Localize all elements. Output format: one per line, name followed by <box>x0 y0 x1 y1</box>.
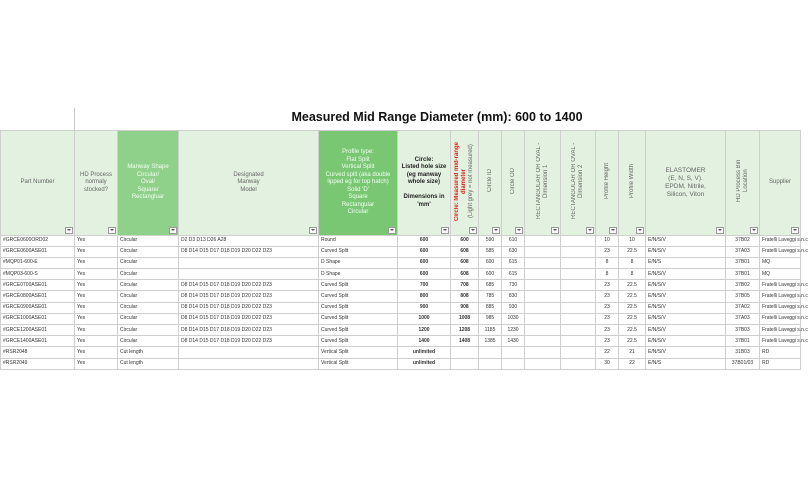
cell-profile-type[interactable]: Round <box>319 235 398 246</box>
header-line: EPDM, Nitrile, <box>665 182 706 190</box>
cell-rect-dim2[interactable] <box>561 291 596 302</box>
cell-supplier[interactable]: RD <box>760 347 801 358</box>
cell-bin-location[interactable]: 37B05 <box>726 291 760 302</box>
header-line: Circle: Measured mid-range diameter <box>454 141 467 221</box>
cell-profile-height[interactable]: 23 <box>596 336 619 347</box>
cell-supplier[interactable]: Fratelli Laveggi s.n.c <box>760 313 801 324</box>
cell-supplier[interactable]: RD <box>760 358 801 369</box>
filter-dropdown-icon[interactable] <box>169 227 177 234</box>
cell-elastomer[interactable]: E/N/S/V <box>646 246 726 257</box>
header-line: Silicon, Viton <box>666 190 705 198</box>
filter-dropdown-icon[interactable] <box>469 227 477 234</box>
cell-profile-height[interactable]: 23 <box>596 291 619 302</box>
cell-rect-dim1[interactable] <box>525 302 561 313</box>
table-row[interactable] <box>1 291 801 302</box>
cell-hd-process[interactable]: Yes <box>75 235 118 246</box>
cell-circle-id[interactable]: 1185 <box>479 325 502 336</box>
cell-bin-location[interactable]: 37B01 <box>726 269 760 280</box>
filter-dropdown-icon[interactable] <box>388 227 396 234</box>
header-line: Designated <box>233 171 264 178</box>
header-line: Circular/ <box>136 171 160 178</box>
table-row[interactable] <box>1 325 801 336</box>
header-line: Profile Height <box>603 162 610 200</box>
header-line: Model <box>240 186 257 193</box>
cell-supplier[interactable]: Fratelli Laveggi s.n.c <box>760 291 801 302</box>
cell-manway-shape[interactable]: Cut length <box>118 347 179 358</box>
cell-hd-process[interactable]: Yes <box>75 336 118 347</box>
cell-part-number[interactable]: #GRCE0600ASE01 <box>1 246 75 257</box>
header-row <box>1 131 801 236</box>
cell-circle-od[interactable]: 930 <box>502 302 525 313</box>
filter-dropdown-icon[interactable] <box>441 227 449 234</box>
cell-rect-dim1[interactable] <box>525 325 561 336</box>
cell-profile-width[interactable]: 22 <box>619 358 646 369</box>
col-header-circle-od <box>502 131 525 236</box>
filter-dropdown-icon[interactable] <box>791 227 799 234</box>
cell-elastomer[interactable]: E/N/S/V <box>646 235 726 246</box>
cell-profile-height[interactable]: 23 <box>596 280 619 291</box>
cell-part-number[interactable]: #GRCE0600ORD02 <box>1 235 75 246</box>
cell-rect-dim2[interactable] <box>561 235 596 246</box>
header-line: RECTANGULAR OR OVAL -Dimension 1 <box>535 142 549 220</box>
cell-part-number[interactable]: #RSR2048 <box>1 347 75 358</box>
col-header-profile-type <box>319 131 398 236</box>
cell-profile-height[interactable]: 30 <box>596 358 619 369</box>
cell-elastomer[interactable]: E/N/S/V <box>646 336 726 347</box>
cell-circle-listed[interactable]: 1200 <box>398 325 451 336</box>
cell-rect-dim2[interactable] <box>561 347 596 358</box>
cell-designated-model[interactable]: D8 D14 D15 D17 D18 D19 D20 D22 D23 <box>179 336 319 347</box>
filter-dropdown-icon[interactable] <box>551 227 559 234</box>
table-row[interactable] <box>1 336 801 347</box>
cell-supplier[interactable]: Fratelli Laveggi s.n.c <box>760 302 801 313</box>
cell-profile-height[interactable]: 8 <box>596 257 619 268</box>
cell-circle-od[interactable]: 830 <box>502 291 525 302</box>
cell-circle-id[interactable]: 885 <box>479 302 502 313</box>
cell-elastomer[interactable]: E/N/S/V <box>646 291 726 302</box>
cell-profile-type[interactable]: D Shape <box>319 269 398 280</box>
header-line: Supplier <box>768 179 791 185</box>
cell-supplier[interactable]: Fratelli Laveggi s.n.c <box>760 325 801 336</box>
col-header-supplier <box>760 131 801 236</box>
sheet-title: Measured Mid Range Diameter (mm): 600 to 1400 <box>291 110 583 124</box>
cell-bin-location[interactable]: 37B02 <box>726 280 760 291</box>
header-line: stocked? <box>83 186 108 193</box>
header-line: Oval/ <box>140 179 155 185</box>
cell-profile-width[interactable]: 22.5 <box>619 246 646 257</box>
col-header-circle-id <box>479 131 502 236</box>
cell-circle-measured[interactable]: 608 <box>451 246 479 257</box>
cell-circle-listed[interactable]: 600 <box>398 246 451 257</box>
cell-profile-width[interactable]: 22.5 <box>619 325 646 336</box>
cell-circle-od[interactable]: 1230 <box>502 325 525 336</box>
cell-profile-height[interactable]: 23 <box>596 246 619 257</box>
cell-bin-location[interactable]: 37B01 <box>726 336 760 347</box>
cell-circle-listed[interactable]: 900 <box>398 302 451 313</box>
cell-profile-type[interactable]: Curved Split <box>319 325 398 336</box>
cell-circle-measured[interactable]: 1408 <box>451 336 479 347</box>
cell-part-number[interactable]: #RSR2049 <box>1 358 75 369</box>
table-row[interactable] <box>1 257 801 268</box>
cell-profile-type[interactable]: Curved Split <box>319 291 398 302</box>
filter-dropdown-icon[interactable] <box>108 227 116 234</box>
cell-hd-process[interactable]: Yes <box>75 257 118 268</box>
cell-rect-dim2[interactable] <box>561 246 596 257</box>
table-row[interactable] <box>1 246 801 257</box>
cell-circle-measured[interactable]: 908 <box>451 302 479 313</box>
filter-dropdown-icon[interactable] <box>750 227 758 234</box>
cell-profile-height[interactable]: 22 <box>596 347 619 358</box>
cell-rect-dim1[interactable] <box>525 257 561 268</box>
header-line: Profile type: <box>342 149 374 155</box>
cell-designated-model[interactable] <box>179 358 319 369</box>
cell-profile-width[interactable]: 8 <box>619 257 646 268</box>
cell-rect-dim1[interactable] <box>525 358 561 369</box>
cell-profile-height[interactable]: 8 <box>596 269 619 280</box>
header-line: Manway Shape <box>127 164 169 170</box>
cell-circle-od[interactable]: 630 <box>502 246 525 257</box>
cell-circle-measured[interactable] <box>451 358 479 369</box>
cell-circle-measured[interactable]: 608 <box>451 269 479 280</box>
cell-manway-shape[interactable]: Circular <box>118 336 179 347</box>
col-header-rect-dim2 <box>561 131 596 236</box>
cell-elastomer[interactable]: E/N/S/V <box>646 325 726 336</box>
cell-circle-id[interactable]: 785 <box>479 291 502 302</box>
cell-rect-dim1[interactable] <box>525 347 561 358</box>
cell-circle-od[interactable]: 615 <box>502 269 525 280</box>
header-line: Manway <box>237 179 260 185</box>
cell-rect-dim1[interactable] <box>525 291 561 302</box>
cell-supplier[interactable]: Fratelli Laveggi s.n.c <box>760 235 801 246</box>
cell-circle-measured[interactable] <box>451 347 479 358</box>
header-line: normaly <box>85 179 107 185</box>
cell-manway-shape[interactable]: Circular <box>118 235 179 246</box>
cell-profile-height[interactable]: 10 <box>596 235 619 246</box>
cell-part-number[interactable]: #GRCE1200ASE01 <box>1 325 75 336</box>
cell-profile-height[interactable]: 23 <box>596 302 619 313</box>
header-line: RECTANGULAR OR OVAL -Dimension 2 <box>571 142 584 220</box>
cell-part-number[interactable]: #GRCE0900ASE01 <box>1 302 75 313</box>
cell-designated-model[interactable]: D8 D14 D15 D17 D18 D19 D20 D22 D23 <box>179 280 319 291</box>
col-header-label: Part Number <box>20 179 55 185</box>
cell-bin-location[interactable]: 31B03 <box>726 347 760 358</box>
cell-hd-process[interactable]: Yes <box>75 325 118 336</box>
cell-profile-width[interactable]: 21 <box>619 347 646 358</box>
cell-part-number[interactable]: #MQP03-600-S <box>1 269 75 280</box>
table-row[interactable] <box>1 280 801 291</box>
header-line: Dimensions in <box>403 194 445 200</box>
header-line: (E, N, S, V). <box>668 174 703 182</box>
cell-rect-dim2[interactable] <box>561 336 596 347</box>
cell-circle-listed[interactable]: 600 <box>398 235 451 246</box>
cell-profile-height[interactable]: 23 <box>596 313 619 324</box>
cell-manway-shape[interactable]: Circular <box>118 280 179 291</box>
table-row[interactable] <box>1 235 801 246</box>
cell-profile-type[interactable]: Curved Split <box>319 336 398 347</box>
header-line: (Light grey = not measured) <box>468 144 474 218</box>
cell-circle-id[interactable]: 685 <box>479 280 502 291</box>
table-row[interactable] <box>1 302 801 313</box>
header-line: Circle ID <box>486 169 493 193</box>
filter-dropdown-icon[interactable] <box>515 227 523 234</box>
header-line: Square <box>348 194 368 200</box>
header-line: Listed hole size <box>401 164 447 170</box>
cell-circle-od[interactable]: 610 <box>502 235 525 246</box>
cell-rect-dim1[interactable] <box>525 280 561 291</box>
cell-profile-type[interactable]: Curved Split <box>319 313 398 324</box>
cell-circle-od[interactable]: 615 <box>502 257 525 268</box>
cell-designated-model[interactable]: D8 D14 D15 D17 D18 D19 D20 D22 D23 <box>179 313 319 324</box>
cell-circle-od[interactable]: 1430 <box>502 336 525 347</box>
cell-manway-shape[interactable]: Circular <box>118 269 179 280</box>
header-line: Rectangluar <box>131 194 165 200</box>
filter-dropdown-icon[interactable] <box>492 227 500 234</box>
col-header-designated-model <box>179 131 319 236</box>
cell-supplier[interactable]: Fratelli Laveggi s.n.c <box>760 280 801 291</box>
col-header-part-number <box>1 131 75 236</box>
cell-bin-location[interactable]: 37B02 <box>726 235 760 246</box>
header-line: HD Process Bin Location <box>735 159 749 203</box>
filter-dropdown-icon[interactable] <box>586 227 594 234</box>
cell-manway-shape[interactable]: Circular <box>118 313 179 324</box>
header-line: HD Process <box>79 171 112 178</box>
cell-hd-process[interactable]: Yes <box>75 291 118 302</box>
cell-rect-dim1[interactable] <box>525 269 561 280</box>
cell-circle-id[interactable] <box>479 347 502 358</box>
header-line: Vertical Split <box>341 164 375 170</box>
cell-hd-process[interactable]: Yes <box>75 269 118 280</box>
cell-profile-width[interactable]: 22.5 <box>619 302 646 313</box>
cell-circle-id[interactable]: 1385 <box>479 336 502 347</box>
cell-manway-shape[interactable]: Circular <box>118 291 179 302</box>
cell-circle-id[interactable]: 600 <box>479 269 502 280</box>
cell-profile-type[interactable]: Vertical Split <box>319 347 398 358</box>
cell-hd-process[interactable]: Yes <box>75 313 118 324</box>
cell-part-number[interactable]: #GRCE1000ASE01 <box>1 313 75 324</box>
cell-designated-model[interactable]: D8 D14 D15 D17 D18 D19 D20 D22 D23 <box>179 246 319 257</box>
cell-bin-location[interactable]: 37B01 <box>726 257 760 268</box>
cell-circle-listed[interactable]: 1400 <box>398 336 451 347</box>
cell-profile-width[interactable]: 22.5 <box>619 313 646 324</box>
col-header-hd-process <box>75 131 118 236</box>
cell-bin-location[interactable]: 37A02 <box>726 302 760 313</box>
cell-circle-measured[interactable]: 808 <box>451 291 479 302</box>
cell-supplier[interactable]: MQ <box>760 257 801 268</box>
cell-manway-shape[interactable]: Circular <box>118 302 179 313</box>
cell-elastomer[interactable]: E/N/S/V <box>646 280 726 291</box>
cell-bin-location[interactable]: 37A03 <box>726 313 760 324</box>
header-line: Flat Split <box>346 156 370 163</box>
header-line: whole size) <box>407 179 440 185</box>
cell-profile-type[interactable]: Curved Split <box>319 302 398 313</box>
cell-profile-type[interactable]: Curved Split <box>319 280 398 291</box>
header-line: Rectangular <box>341 201 375 208</box>
cell-rect-dim2[interactable] <box>561 302 596 313</box>
header-line: 'mm' <box>417 201 431 208</box>
cell-bin-location[interactable]: 37B01/03 <box>726 358 760 369</box>
header-line: lipped eg for top hatch) <box>327 179 389 185</box>
cell-supplier[interactable]: MQ <box>760 269 801 280</box>
filter-dropdown-icon[interactable] <box>309 227 317 234</box>
cell-rect-dim2[interactable] <box>561 280 596 291</box>
cell-part-number[interactable]: #GRCE1400ASE01 <box>1 336 75 347</box>
filter-dropdown-icon[interactable] <box>716 227 724 234</box>
cell-circle-id[interactable]: 600 <box>479 257 502 268</box>
table-row[interactable] <box>1 358 801 369</box>
col-header-circle-measured <box>451 131 479 236</box>
table-row[interactable] <box>1 269 801 280</box>
cell-manway-shape[interactable]: Circular <box>118 246 179 257</box>
cell-circle-listed[interactable]: unlimited <box>398 347 451 358</box>
cell-elastomer[interactable]: E/N/S/V <box>646 347 726 358</box>
cell-designated-model[interactable]: D2 D3 D13 D26 A28 <box>179 235 319 246</box>
cell-designated-model[interactable]: D8 D14 D15 D17 D18 D19 D20 D22 D23 <box>179 291 319 302</box>
cell-part-number[interactable]: #GRCE0800ASE01 <box>1 291 75 302</box>
col-header-circle-listed <box>398 131 451 236</box>
cell-circle-listed[interactable]: 600 <box>398 257 451 268</box>
cell-circle-measured[interactable]: 708 <box>451 280 479 291</box>
cell-elastomer[interactable]: E/N/S <box>646 257 726 268</box>
cell-profile-width[interactable]: 22.5 <box>619 291 646 302</box>
header-line: (eg manway <box>406 171 442 178</box>
cell-elastomer[interactable]: E/N/S <box>646 358 726 369</box>
data-table <box>0 130 808 370</box>
cell-circle-od[interactable]: 1030 <box>502 313 525 324</box>
cell-circle-listed[interactable]: 700 <box>398 280 451 291</box>
cell-circle-od[interactable]: 730 <box>502 280 525 291</box>
col-header-profile-height <box>596 131 619 236</box>
cell-circle-listed[interactable]: 800 <box>398 291 451 302</box>
cell-rect-dim2[interactable] <box>561 257 596 268</box>
cell-hd-process[interactable]: Yes <box>75 358 118 369</box>
header-line: Square/ <box>137 186 159 193</box>
cell-profile-height[interactable]: 23 <box>596 325 619 336</box>
cell-designated-model[interactable] <box>179 269 319 280</box>
cell-rect-dim1[interactable] <box>525 246 561 257</box>
cell-circle-id[interactable] <box>479 358 502 369</box>
cell-elastomer[interactable]: E/N/S/V <box>646 313 726 324</box>
cell-rect-dim1[interactable] <box>525 336 561 347</box>
cell-circle-id[interactable]: 585 <box>479 246 502 257</box>
col-header-profile-width <box>619 131 646 236</box>
cell-bin-location[interactable]: 37B03 <box>726 325 760 336</box>
header-line: Circle OD <box>509 167 516 194</box>
cell-designated-model[interactable]: D8 D14 D15 D17 D18 D19 D20 D22 D23 <box>179 325 319 336</box>
col-header-bin-location <box>726 131 760 236</box>
cell-circle-listed[interactable]: 1000 <box>398 313 451 324</box>
cell-part-number[interactable]: #GRCE0700ASE01 <box>1 280 75 291</box>
cell-profile-type[interactable]: Curved Split <box>319 246 398 257</box>
cell-designated-model[interactable] <box>179 347 319 358</box>
cell-circle-listed[interactable]: unlimited <box>398 358 451 369</box>
cell-circle-od[interactable] <box>502 347 525 358</box>
cell-manway-shape[interactable]: Circular <box>118 257 179 268</box>
header-line: Curved split (aka double <box>325 171 391 178</box>
header-line: ELASTOMER <box>665 166 706 174</box>
cell-rect-dim2[interactable] <box>561 269 596 280</box>
cell-hd-process[interactable]: Yes <box>75 347 118 358</box>
table-row[interactable] <box>1 313 801 324</box>
filter-dropdown-icon[interactable] <box>636 227 644 234</box>
cell-bin-location[interactable]: 37A03 <box>726 246 760 257</box>
cell-circle-od[interactable] <box>502 358 525 369</box>
header-line: Circle: <box>414 156 434 163</box>
filter-dropdown-icon[interactable] <box>609 227 617 234</box>
cell-circle-id[interactable]: 985 <box>479 313 502 324</box>
col-header-manway-shape <box>118 131 179 236</box>
cell-hd-process[interactable]: Yes <box>75 280 118 291</box>
cell-profile-width[interactable]: 8 <box>619 269 646 280</box>
cell-hd-process[interactable]: Yes <box>75 246 118 257</box>
cell-rect-dim1[interactable] <box>525 313 561 324</box>
cell-profile-type[interactable]: Vertical Split <box>319 358 398 369</box>
cell-profile-type[interactable]: D Shape <box>319 257 398 268</box>
header-line: Solid 'D' <box>347 186 369 193</box>
cell-circle-id[interactable]: 590 <box>479 235 502 246</box>
cell-circle-measured[interactable]: 1008 <box>451 313 479 324</box>
cell-rect-dim2[interactable] <box>561 358 596 369</box>
cell-rect-dim2[interactable] <box>561 325 596 336</box>
cell-supplier[interactable]: Fratelli Laveggi s.n.c <box>760 246 801 257</box>
cell-supplier[interactable]: Fratelli Laveggi s.n.c <box>760 336 801 347</box>
cell-profile-width[interactable]: 22.5 <box>619 336 646 347</box>
header-line <box>400 187 448 195</box>
header-line: Profile Width <box>628 163 635 198</box>
cell-manway-shape[interactable]: Circular <box>118 325 179 336</box>
cell-profile-width[interactable]: 10 <box>619 235 646 246</box>
cell-circle-measured[interactable]: 600 <box>451 235 479 246</box>
filter-dropdown-icon[interactable] <box>65 227 73 234</box>
cell-elastomer[interactable]: E/N/S/V <box>646 269 726 280</box>
cell-rect-dim1[interactable] <box>525 235 561 246</box>
cell-circle-listed[interactable]: 600 <box>398 269 451 280</box>
cell-designated-model[interactable]: D8 D14 D15 D17 D18 D19 D20 D22 D23 <box>179 302 319 313</box>
col-header-elastomer <box>646 131 726 236</box>
header-line: Circular <box>347 209 369 215</box>
cell-hd-process[interactable]: Yes <box>75 302 118 313</box>
cell-rect-dim2[interactable] <box>561 313 596 324</box>
cell-circle-measured[interactable]: 1208 <box>451 325 479 336</box>
col-header-rect-dim1 <box>525 131 561 236</box>
cell-part-number[interactable]: #MQP01-600-E <box>1 257 75 268</box>
cell-manway-shape[interactable]: Cut length <box>118 358 179 369</box>
cell-profile-width[interactable]: 22.5 <box>619 280 646 291</box>
table-row[interactable] <box>1 347 801 358</box>
cell-designated-model[interactable] <box>179 257 319 268</box>
cell-elastomer[interactable]: E/N/S/V <box>646 302 726 313</box>
cell-circle-measured[interactable]: 608 <box>451 257 479 268</box>
